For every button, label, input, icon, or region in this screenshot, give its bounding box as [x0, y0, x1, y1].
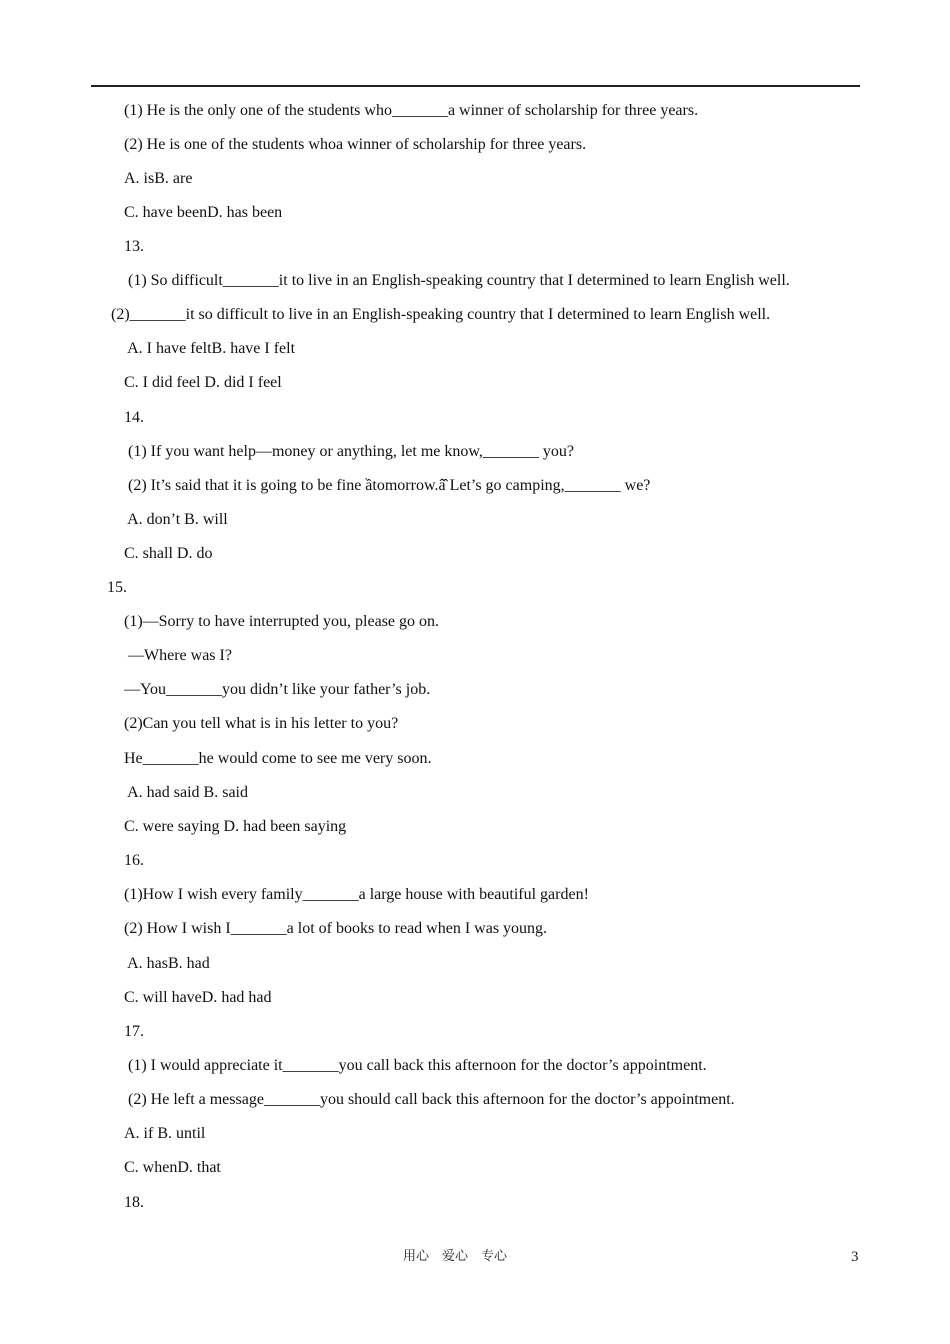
q16-options-ab: A. hasB. had	[124, 955, 210, 972]
q14-options-ab: A. don’t B. will	[124, 511, 228, 528]
q12-options-ab: A. isB. are	[124, 170, 193, 187]
q13-sentence-1: (1) So difficult_______it to live in an English-speaking country that I determined to learn English well.	[124, 272, 790, 289]
q12-options-cd: C. have beenD. has been	[124, 204, 283, 221]
q15-dialog-3: —You_______you didn’t like your father’s job.	[124, 681, 431, 698]
q14-sentence-2: (2) It’s said that it is going to be fine ầtomorrow.â̂ Let’s go camping,_______ we?	[124, 477, 651, 494]
q14-number: 14.	[124, 409, 144, 426]
q13-number: 13.	[124, 238, 144, 255]
q15-options-cd: C. were saying D. had been saying	[124, 818, 347, 835]
q17-sentence-2: (2) He left a message_______you should call back this afternoon for the doctor’s appointment.	[124, 1091, 735, 1108]
q16-number: 16.	[124, 852, 144, 869]
q17-options-cd: C. whenD. that	[124, 1159, 221, 1176]
q18-number: 18.	[124, 1194, 144, 1211]
footer-motto: 用心 爱心 专心	[403, 1249, 508, 1264]
q15-sentence-2: (2)Can you tell what is in his letter to you?	[124, 715, 399, 732]
q16-sentence-2: (2) How I wish I_______a lot of books to read when I was young.	[124, 920, 548, 937]
q15-sentence-2-answer: He_______he would come to see me very soon.	[124, 750, 432, 767]
q14-sentence-1: (1) If you want help—money or anything, let me know,_______ you?	[124, 443, 574, 460]
q15-number: 15.	[107, 579, 127, 596]
q13-options-ab: A. I have feltB. have I felt	[124, 340, 296, 357]
q17-sentence-1: (1) I would appreciate it_______you call back this afternoon for the doctor’s appointment.	[124, 1057, 707, 1074]
page-number: 3	[851, 1249, 859, 1265]
q13-sentence-2: (2)_______it so difficult to live in an English-speaking country that I determined to learn English well.	[111, 306, 771, 323]
q13-options-cd: C. I did feel D. did I feel	[124, 374, 282, 391]
q15-dialog-2: —Where was I?	[124, 647, 232, 664]
q14-options-cd: C. shall D. do	[124, 545, 213, 562]
q15-options-ab: A. had said B. said	[124, 784, 248, 801]
q16-sentence-1: (1)How I wish every family_______a large house with beautiful garden!	[124, 886, 589, 903]
q12-sentence-2: (2) He is one of the students whoa winner of scholarship for three years.	[124, 136, 587, 153]
q12-sentence-1: (1) He is the only one of the students who_______a winner of scholarship for three years.	[124, 102, 699, 119]
q15-dialog-1: (1)—Sorry to have interrupted you, please go on.	[124, 613, 440, 630]
header-rule	[91, 85, 860, 87]
q17-options-ab: A. if B. until	[124, 1125, 206, 1142]
q17-number: 17.	[124, 1023, 144, 1040]
q16-options-cd: C. will haveD. had had	[124, 989, 272, 1006]
